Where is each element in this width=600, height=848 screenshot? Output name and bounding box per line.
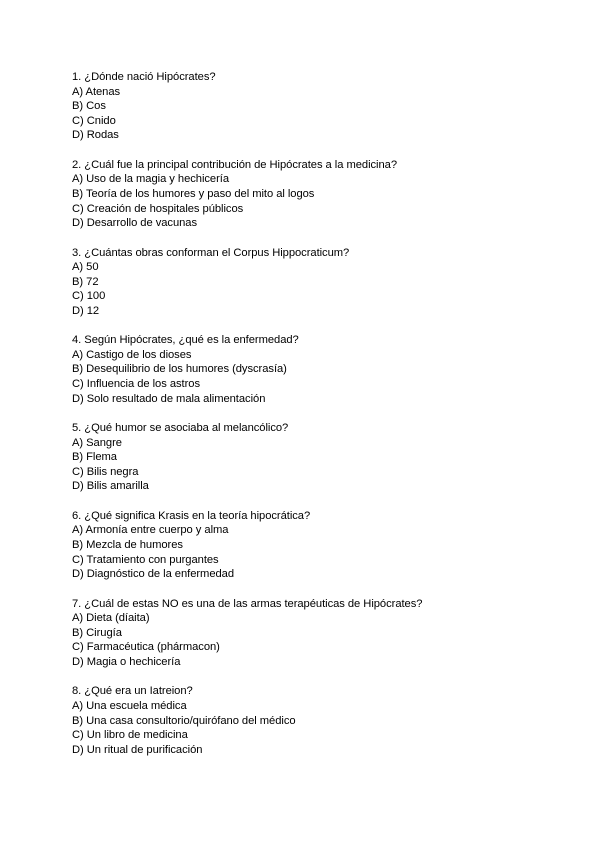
answer-option-c: C) Farmacéutica (phármacon) xyxy=(72,641,220,654)
question-prompt: 6. ¿Qué significa Krasis en la teoría hipocrática? xyxy=(72,509,311,522)
question-prompt: 5. ¿Qué humor se asociaba al melancólico? xyxy=(72,422,289,435)
answer-option-a: A) 50 xyxy=(72,261,99,274)
question-4 xyxy=(72,333,572,406)
question-5 xyxy=(72,421,572,494)
question-prompt: 3. ¿Cuántas obras conforman el Corpus Hippocraticum? xyxy=(72,246,350,259)
question-prompt: 1. ¿Dónde nació Hipócrates? xyxy=(72,71,216,83)
question-1 xyxy=(72,70,572,143)
question-8 xyxy=(72,684,572,757)
answer-option-b: B) Desequilibrio de los humores (dyscrasía) xyxy=(72,363,287,376)
answer-option-d: D) Bilis amarilla xyxy=(72,480,149,493)
answer-option-c: C) Cnido xyxy=(72,114,116,127)
answer-option-b: B) Flema xyxy=(72,451,117,464)
answer-option-a: A) Dieta (díaita) xyxy=(72,612,150,625)
answer-option-c: C) Bilis negra xyxy=(72,465,139,478)
quiz-list xyxy=(72,70,572,772)
answer-option-b: B) Cirugía xyxy=(72,626,122,639)
question-3 xyxy=(72,246,572,319)
answer-option-a: A) Uso de la magia y hechicería xyxy=(72,173,230,186)
answer-option-d: D) Un ritual de purificación xyxy=(72,743,203,756)
question-2 xyxy=(72,158,572,231)
question-prompt: 4. Según Hipócrates, ¿qué es la enfermedad? xyxy=(72,334,299,347)
question-7 xyxy=(72,597,572,670)
answer-option-a: A) Armonía entre cuerpo y alma xyxy=(72,524,229,537)
question-prompt: 7. ¿Cuál de estas NO es una de las armas terapéuticas de Hipócrates? xyxy=(72,597,423,610)
answer-option-b: B) 72 xyxy=(72,275,99,288)
answer-option-a: A) Atenas xyxy=(72,85,121,98)
answer-option-d: D) 12 xyxy=(72,304,100,317)
answer-option-b: B) Mezcla de humores xyxy=(72,539,183,552)
answer-option-c: C) Creación de hospitales públicos xyxy=(72,202,244,215)
answer-option-a: A) Castigo de los dioses xyxy=(72,348,192,361)
answer-option-c: C) Un libro de medicina xyxy=(72,729,188,742)
answer-option-c: C) Influencia de los astros xyxy=(72,378,200,391)
answer-option-c: C) Tratamiento con purgantes xyxy=(72,553,219,566)
question-prompt: 2. ¿Cuál fue la principal contribución de Hipócrates a la medicina? xyxy=(72,158,397,171)
answer-option-a: A) Sangre xyxy=(72,436,122,449)
answer-option-b: B) Teoría de los humores y paso del mito al logos xyxy=(72,187,315,200)
question-6 xyxy=(72,509,572,582)
answer-option-d: D) Rodas xyxy=(72,129,119,142)
answer-option-d: D) Magia o hechicería xyxy=(72,655,181,668)
question-prompt: 8. ¿Qué era un Iatreion? xyxy=(72,685,193,698)
answer-option-d: D) Diagnóstico de la enfermedad xyxy=(72,568,235,581)
answer-option-c: C) 100 xyxy=(72,290,106,303)
answer-option-b: B) Una casa consultorio/quirófano del médico xyxy=(72,714,296,727)
answer-option-a: A) Una escuela médica xyxy=(72,699,187,712)
answer-option-b: B) Cos xyxy=(72,100,106,113)
answer-option-d: D) Desarrollo de vacunas xyxy=(72,217,198,230)
answer-option-d: D) Solo resultado de mala alimentación xyxy=(72,392,266,405)
